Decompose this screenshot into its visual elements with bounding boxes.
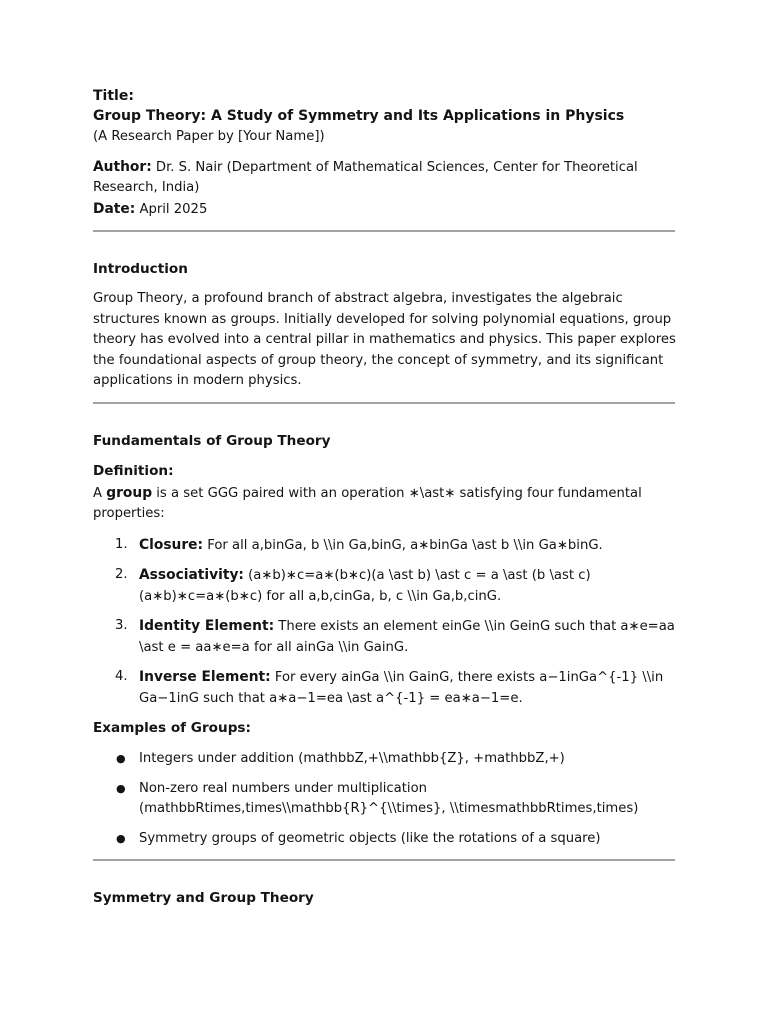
introduction-paragraph: Group Theory, a profound branch of abstract algebra, investigates the algebraic structures known as groups. Initially developed for solving polynomial equations, group theory has evolved into a central pillar in mathematics and physics. This paper explores the foundational aspects of group theory, the concept of symmetry, and its significant applications in modern physics. bbox=[93, 291, 676, 388]
author-value: Dr. S. Nair (Department of Mathematical Sciences, Center for Theoretical Research, India) bbox=[93, 159, 638, 195]
property-term: Closure: bbox=[139, 536, 204, 553]
property-text: For every ainGa \\in GainG, there exists a−1inGa^{-1} \\in Ga−1inG such that a∗a−1=ea \ast a^{-1} = ea∗a−1=e. bbox=[139, 670, 664, 706]
list-number: 4. bbox=[115, 669, 128, 684]
list-item bbox=[93, 667, 677, 709]
property-term: Associativity: bbox=[139, 567, 244, 583]
property-text: There exists an element einGe \\in GeinG such that a∗e=aa \ast e = aa∗e=a for all ainGa \\in GainG. bbox=[139, 619, 675, 655]
definition-prefix: A bbox=[93, 485, 107, 501]
property-text: (a∗b)∗c=a∗(b∗c)(a \ast b) \ast c = a \ast (b \ast c)(a∗b)∗c=a∗(b∗c) for all a,b,cinGa, b, c \\in Ga,b,cinG. bbox=[139, 568, 591, 604]
list-item bbox=[93, 565, 677, 607]
property-term: Identity Element: bbox=[139, 618, 275, 634]
date-line bbox=[93, 199, 677, 221]
bullet-icon: ● bbox=[116, 831, 126, 845]
title-label: Title: bbox=[93, 88, 134, 104]
definition-paragraph bbox=[93, 483, 677, 525]
divider bbox=[93, 859, 675, 861]
list-number: 2. bbox=[115, 567, 128, 582]
divider bbox=[93, 230, 675, 232]
definition-term: group bbox=[106, 484, 153, 501]
divider bbox=[93, 402, 675, 404]
example-text: Integers under addition (mathbbZ,+\\mathbb{Z}, +mathbbZ,+) bbox=[139, 751, 565, 766]
author-label: Author: bbox=[93, 158, 152, 175]
date-value: April 2025 bbox=[139, 201, 208, 217]
definition-text: is a set GGG paired with an operation ∗\ast∗ satisfying four fundamental properties: bbox=[93, 485, 642, 521]
property-text: For all a,binGa, b \\in Ga,binG, a∗binGa \ast b \\in Ga∗binG. bbox=[203, 537, 603, 553]
section-heading-symmetry: Symmetry and Group Theory bbox=[93, 890, 314, 906]
section-heading-fundamentals: Fundamentals of Group Theory bbox=[93, 432, 331, 449]
list-item bbox=[93, 829, 677, 850]
list-item bbox=[93, 779, 677, 820]
list-item bbox=[93, 749, 677, 770]
definition-heading: Definition: bbox=[93, 462, 174, 479]
list-number: 3. bbox=[115, 618, 128, 633]
section-heading-introduction: Introduction bbox=[93, 261, 188, 277]
examples-heading: Examples of Groups: bbox=[93, 720, 251, 736]
list-item bbox=[93, 616, 677, 658]
example-text: Symmetry groups of geometric objects (like the rotations of a square) bbox=[139, 830, 601, 846]
property-term: Inverse Element: bbox=[139, 669, 271, 685]
author-line bbox=[93, 157, 677, 199]
document-page bbox=[93, 86, 677, 909]
date-label: Date: bbox=[93, 200, 136, 217]
example-text: Non-zero real numbers under multiplication (mathbbRtimes,times\\mathbb{R}^{\\times}, \\timesmathbbRtimes,times) bbox=[139, 780, 639, 816]
list-item bbox=[93, 535, 677, 557]
list-number: 1. bbox=[115, 536, 128, 552]
paper-subtitle: (A Research Paper by [Your Name]) bbox=[93, 129, 325, 144]
bullet-icon: ● bbox=[116, 752, 126, 765]
bullet-icon: ● bbox=[116, 781, 126, 795]
paper-title: Group Theory: A Study of Symmetry and Its Applications in Physics bbox=[93, 108, 625, 124]
properties-list bbox=[93, 535, 677, 710]
examples-list bbox=[93, 749, 677, 849]
